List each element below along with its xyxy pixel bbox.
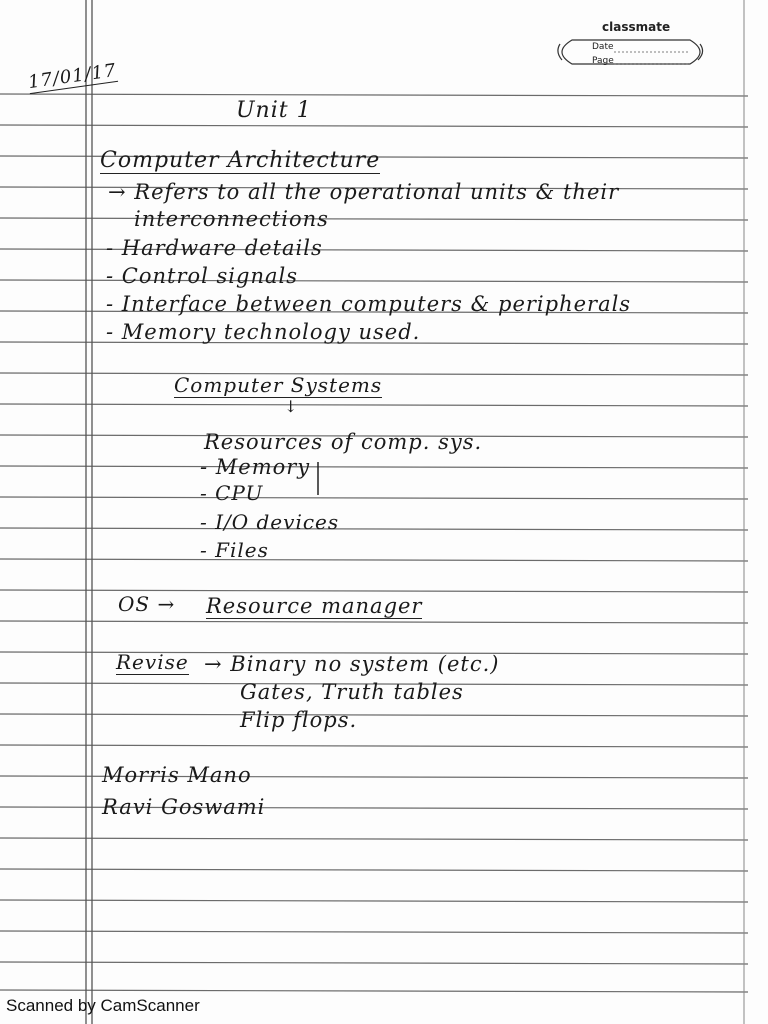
book-author-2: Ravi Goswami (102, 795, 266, 819)
scanner-watermark: Scanned by CamScanner (6, 996, 200, 1015)
systems-heading: Computer Systems (174, 373, 383, 397)
definition-line-1: → Refers to all the operational units & their (108, 180, 620, 204)
bullet-interface: - Interface between computers & peripherals (106, 292, 632, 316)
resource-io: - I/O devices (200, 510, 340, 534)
revise-label: Revise (116, 650, 189, 674)
brand-logo-text: classmate (602, 20, 671, 34)
bullet-hardware: - Hardware details (106, 236, 323, 260)
resource-memory: - Memory (200, 455, 311, 479)
date-label: Date (592, 42, 614, 52)
section-heading: Computer Architecture (100, 148, 381, 173)
note-date: 17/01/17 (26, 59, 118, 94)
bullet-control: - Control signals (106, 264, 298, 288)
revise-line-2: Gates, Truth tables (240, 680, 464, 704)
revise-line-1: → Binary no system (etc.) (204, 652, 500, 676)
revise-line-3: Flip flops. (240, 708, 358, 732)
resources-heading: Resources of comp. sys. (204, 430, 483, 454)
resource-cpu: - CPU (200, 481, 264, 505)
page-title: Unit 1 (236, 98, 312, 123)
bullet-memory-tech: - Memory technology used. (106, 320, 421, 344)
resource-files: - Files (200, 538, 269, 562)
os-label: OS → (118, 592, 176, 616)
book-author-1: Morris Mano (102, 763, 252, 787)
os-value: Resource manager (206, 594, 423, 618)
down-arrow-icon: ↓ (284, 397, 299, 416)
page-label: Page (592, 56, 614, 66)
definition-line-2: interconnections (134, 207, 329, 231)
